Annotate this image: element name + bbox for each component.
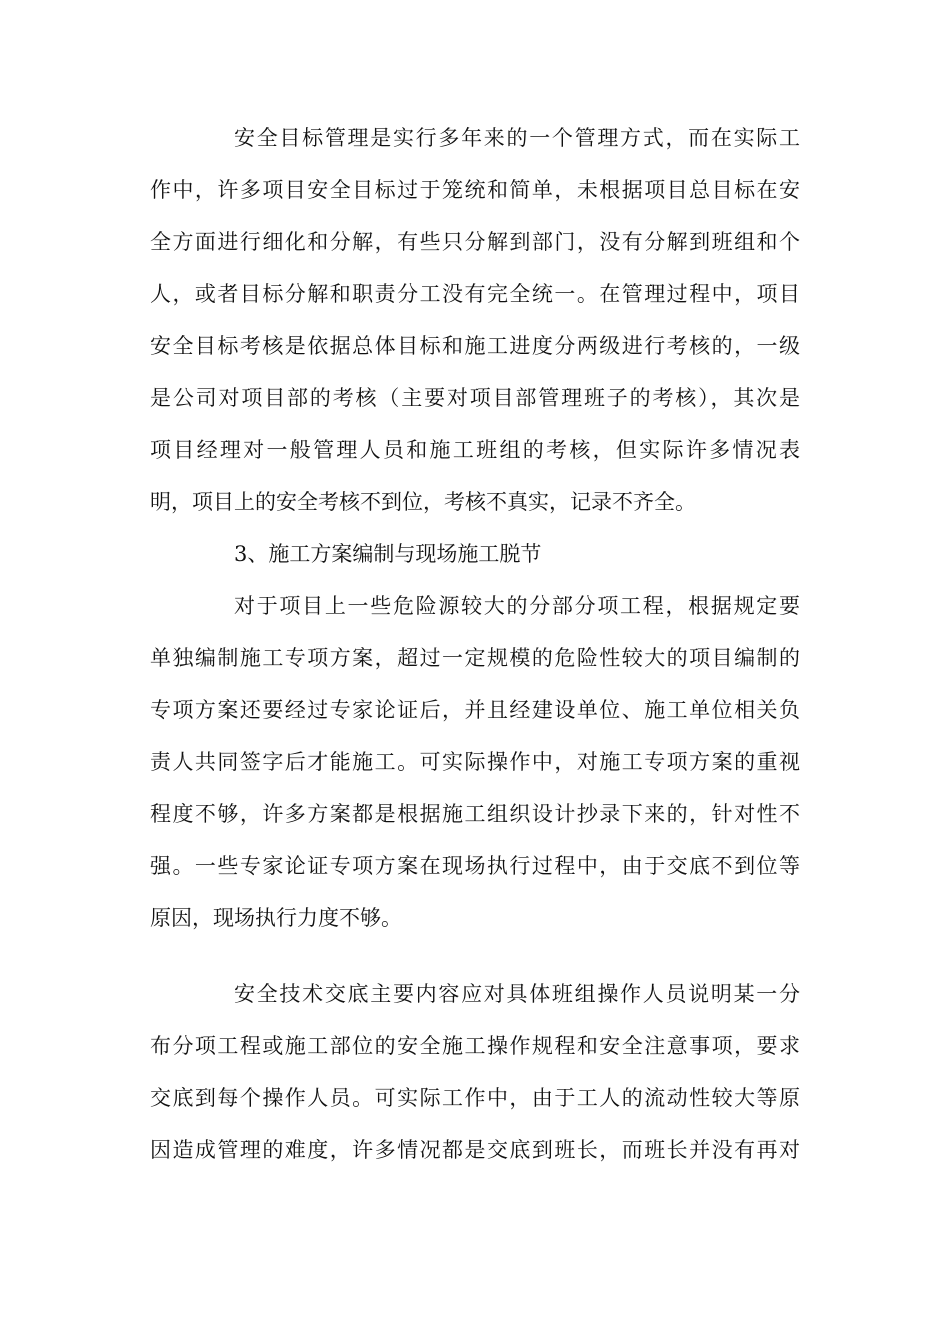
text-line: 程度不够，许多方案都是根据施工组织设计抄录下来的，针对性不 xyxy=(150,802,800,826)
heading-text: 3、施工方案编制与现场施工脱节 xyxy=(234,542,542,566)
document-body xyxy=(150,112,800,1176)
text-line: 责人共同签字后才能施工。可实际操作中，对施工专项方案的重视 xyxy=(150,750,800,774)
text-line: 作中，许多项目安全目标过于笼统和简单，未根据项目总目标在安 xyxy=(150,178,800,202)
text-line: 专项方案还要经过专家论证后，并且经建设单位、施工单位相关负 xyxy=(150,698,800,722)
text-line: 对于项目上一些危险源较大的分部分项工程，根据规定要 xyxy=(234,594,800,618)
paragraph-construction-plan xyxy=(150,580,800,944)
text-line: 交底到每个操作人员。可实际工作中，由于工人的流动性较大等原 xyxy=(150,1086,800,1110)
text-line: 明，项目上的安全考核不到位，考核不真实，记录不齐全。 xyxy=(150,490,696,514)
text-line: 是公司对项目部的考核（主要对项目部管理班子的考核），其次是 xyxy=(150,386,800,410)
text-line: 单独编制施工专项方案，超过一定规模的危险性较大的项目编制的 xyxy=(150,646,800,670)
text-line: 安全目标管理是实行多年来的一个管理方式，而在实际工 xyxy=(234,126,800,150)
text-line: 安全技术交底主要内容应对具体班组操作人员说明某一分 xyxy=(234,982,800,1006)
paragraph-safety-target xyxy=(150,112,800,528)
text-line: 布分项工程或施工部位的安全施工操作规程和安全注意事项，要求 xyxy=(150,1034,800,1058)
text-line: 强。一些专家论证专项方案在现场执行过程中，由于交底不到位等 xyxy=(150,854,800,878)
text-line: 因造成管理的难度，许多情况都是交底到班长，而班长并没有再对 xyxy=(150,1138,800,1162)
text-line: 项目经理对一般管理人员和施工班组的考核，但实际许多情况表 xyxy=(150,438,800,462)
paragraph-safety-briefing xyxy=(150,968,800,1176)
text-line: 原因，现场执行力度不够。 xyxy=(150,906,402,930)
text-line: 安全目标考核是依据总体目标和施工进度分两级进行考核的，一级 xyxy=(150,334,800,358)
text-line: 全方面进行细化和分解，有些只分解到部门，没有分解到班组和个 xyxy=(150,230,800,254)
text-line: 人，或者目标分解和职责分工没有完全统一。在管理过程中，项目 xyxy=(150,282,800,306)
section-heading xyxy=(150,528,800,580)
